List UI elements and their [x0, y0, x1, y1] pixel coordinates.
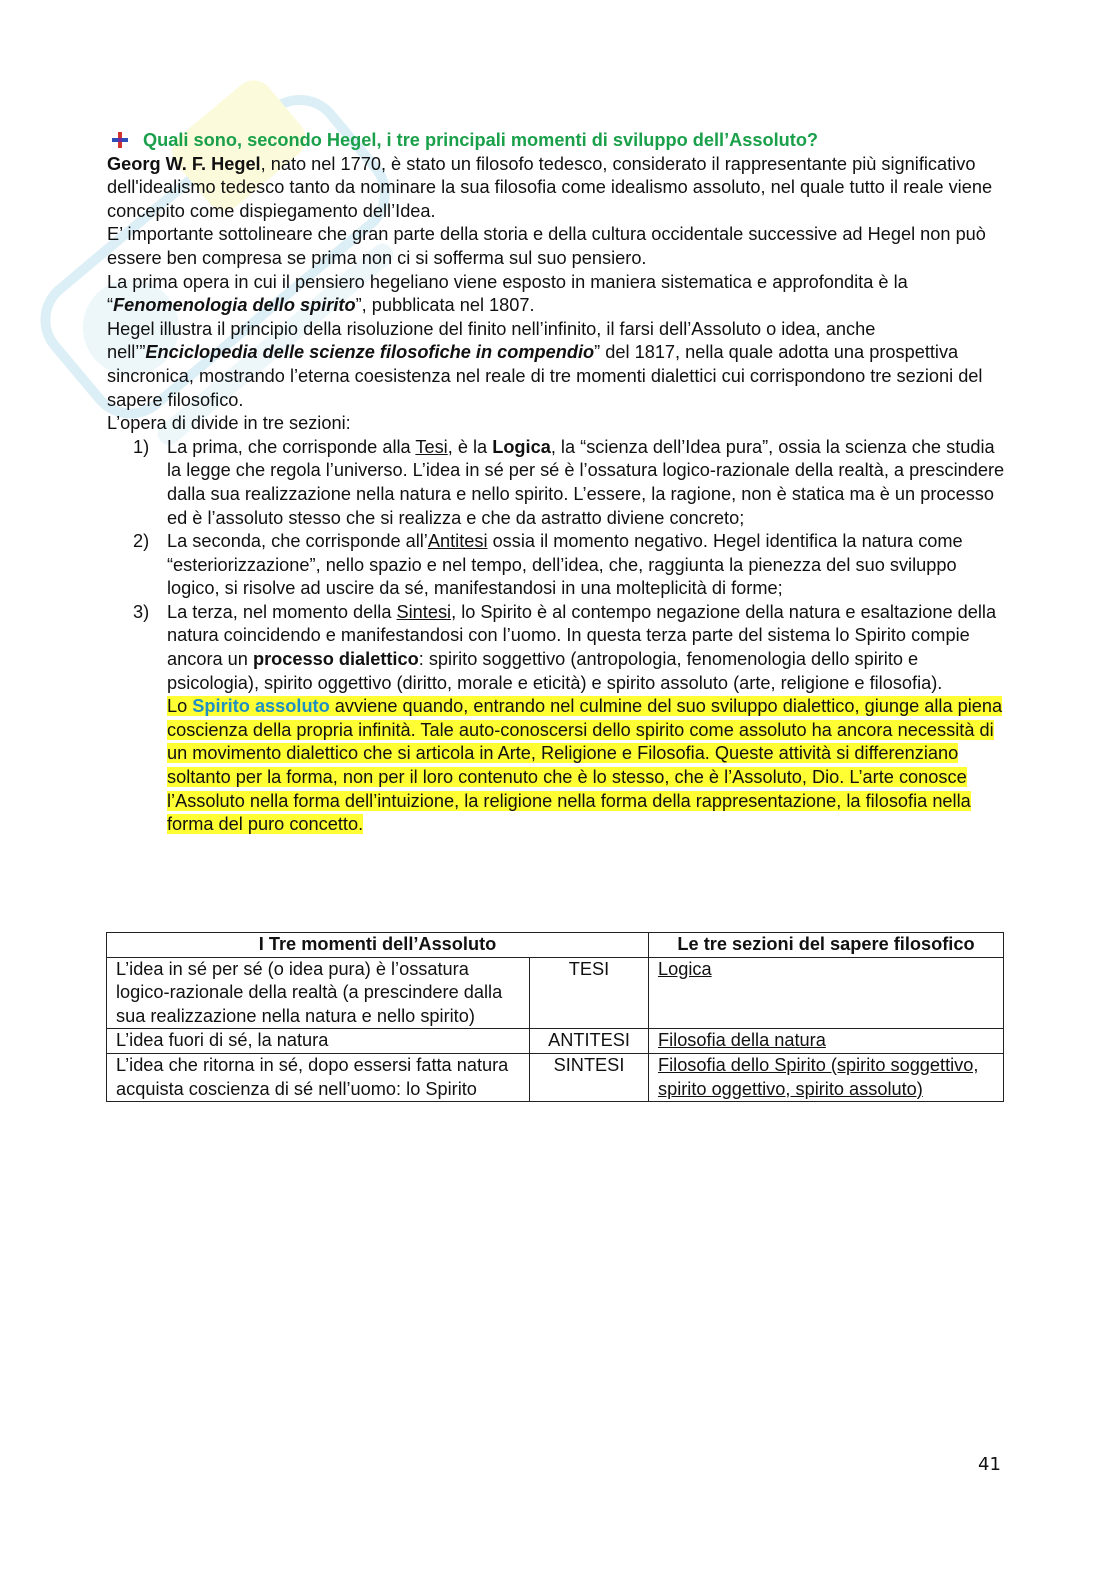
p3-pre: La prima opera in cui il pensiero hegeliano viene esposto in maniera sistematica e approfondita è la “	[107, 271, 908, 316]
list-item	[107, 530, 1009, 601]
list-number: 1)	[133, 436, 150, 457]
term-tesi: Tesi	[415, 436, 448, 457]
s1-pre: La prima, che corrisponde alla	[167, 436, 416, 457]
hl-post: avviene quando, entrando nel culmine del suo sviluppo dialettico, giunge alla piena coscienza della propria infinità. Tale auto-conoscersi dello spirito come assoluto ha ancora necessità di un movimento dialettico che si articola in Arte, Religione e Filosofia. Queste attività si differenziano soltanto per la forma, non per il loro contenuto che è lo stesso, che è l’Assoluto, Dio. L’arte conosce l’Assoluto nella forma dell’intuizione, la religione nella forma della rappresentazione, la filosofia nella forma del puro concetto.	[167, 696, 1003, 835]
summary-table	[106, 932, 1004, 1102]
question-heading	[143, 129, 1009, 153]
term-processo-dialettico: processo dialettico	[252, 649, 419, 670]
cell-moment: TESI	[530, 957, 649, 1029]
term-spirito-assoluto: Spirito assoluto	[192, 696, 330, 717]
cell-description: L’idea in sé per sé (o idea pura) è l’ossatura logico-razionale della realtà (a prescindere dalla sua realizzazione nella natura e nello spirito)	[107, 957, 530, 1029]
page-number: 41	[978, 1454, 1001, 1475]
heading-text: Quali sono, secondo Hegel, i tre principali momenti di sviluppo dell’Assoluto?	[143, 130, 819, 150]
header-sections: Le tre sezioni del sapere filosofico	[649, 933, 1004, 958]
cell-moment: SINTESI	[530, 1053, 649, 1101]
list-item	[107, 601, 1009, 837]
p3-post: ”, pubblicata nel 1807.	[355, 295, 535, 316]
paragraph-4	[107, 318, 1009, 412]
s2-pre: La seconda, che corrisponde all’	[167, 531, 428, 552]
table-header-row	[107, 933, 1004, 958]
author-name: Georg W. F. Hegel	[107, 153, 261, 174]
s3-post: : spirito soggettivo (antropologia, fenomenologia dello spirito e psicologia), spirito oggettivo (diritto, morale e eticità) e spirito assoluto (arte, religione e filosofia).	[167, 649, 943, 693]
cell-section	[649, 1053, 1004, 1101]
cell-description: L’idea fuori di sé, la natura	[107, 1029, 530, 1054]
list-number: 3)	[133, 601, 150, 622]
bullet-cross-icon	[111, 131, 129, 149]
table-row	[107, 1029, 1004, 1054]
section-label: Logica	[658, 958, 712, 979]
section-label: Filosofia della natura	[658, 1030, 826, 1051]
highlighted-passage	[167, 696, 1002, 834]
term-logica: Logica	[492, 436, 551, 457]
cell-moment: ANTITESI	[530, 1029, 649, 1054]
s1-post: , la “scienza dell’Idea pura”, ossia la scienza che studia la legge che regola l’universo. L’idea in sé per sé è l’ossatura logico-razionale della realtà, a prescindere dalla sua realizzazione nella natura e nello spirito. L’essere, la ragione, non è statica ma è un processo ed è l’assoluto stesso che si realizza e che da astratto diviene concreto;	[167, 436, 1005, 528]
paragraph-5: L’opera di divide in tre sezioni:	[107, 413, 351, 434]
term-sintesi: Sintesi	[396, 601, 452, 622]
cell-section	[649, 1029, 1004, 1054]
table-row	[107, 1053, 1004, 1101]
sections-list	[107, 436, 1009, 837]
header-moments: I Tre momenti dell’Assoluto	[107, 933, 649, 958]
intro-text: , nato nel 1770, è stato un filosofo tedesco, considerato il rappresentante più significativo dell'idealismo tedesco tanto da nominare la sua filosofia come idealismo assoluto, nel quale tutto il reale viene concepito come dispiegamento dell’Idea.	[107, 153, 993, 221]
paragraph-2: E’ importante sottolineare che gran parte della storia e della cultura occidentale successive ad Hegel non può essere ben compresa se prima non ci si sofferma sul suo pensiero.	[107, 224, 986, 268]
paragraph-3	[107, 271, 1009, 318]
cell-description: L’idea che ritorna in sé, dopo essersi fatta natura acquista coscienza di sé nell’uomo: lo Spirito	[107, 1053, 530, 1101]
s3-pre: La terza, nel momento della	[167, 601, 397, 622]
s2-post: ossia il momento negativo. Hegel identifica la natura come “esteriorizzazione”, nello spazio e nel tempo, dell’idea, che, raggiunta la pienezza del suo sviluppo logico, si risolve ad uscire da sé, manifestandosi in una molteplicità di forme;	[167, 531, 963, 599]
s1-mid: , è la	[447, 436, 493, 457]
s3-mid: , lo Spirito è al contempo negazione della natura e esaltazione della natura coincidendo e manifestandosi con l’uomo. In questa terza parte del sistema lo Spirito compie ancora un	[167, 601, 997, 670]
p4-pre: Hegel illustra il principio della risoluzione del finito nell’infinito, il farsi dell’Assoluto o idea, anche nell’”	[107, 318, 876, 363]
p4-post: ” del 1817, nella quale adotta una prospettiva sincronica, mostrando l’eterna coesistenza nel reale di tre momenti dialettici cui corrispondono tre sezioni del sapere filosofico.	[107, 342, 983, 410]
work-title-fenomenologia: Fenomenologia dello spirito	[113, 295, 356, 316]
document-body	[107, 129, 1009, 837]
hl-pre: Lo	[167, 696, 193, 717]
intro-paragraph	[107, 153, 1009, 224]
list-item	[107, 436, 1009, 530]
list-number: 2)	[133, 531, 150, 552]
cell-section	[649, 957, 1004, 1029]
table-row	[107, 957, 1004, 1029]
term-antitesi: Antitesi	[427, 531, 488, 552]
section-label: Filosofia dello Spirito (spirito soggettivo, spirito oggettivo, spirito assoluto)	[658, 1054, 979, 1099]
work-title-enciclopedia: Enciclopedia delle scienze filosofiche in compendio	[145, 342, 595, 363]
